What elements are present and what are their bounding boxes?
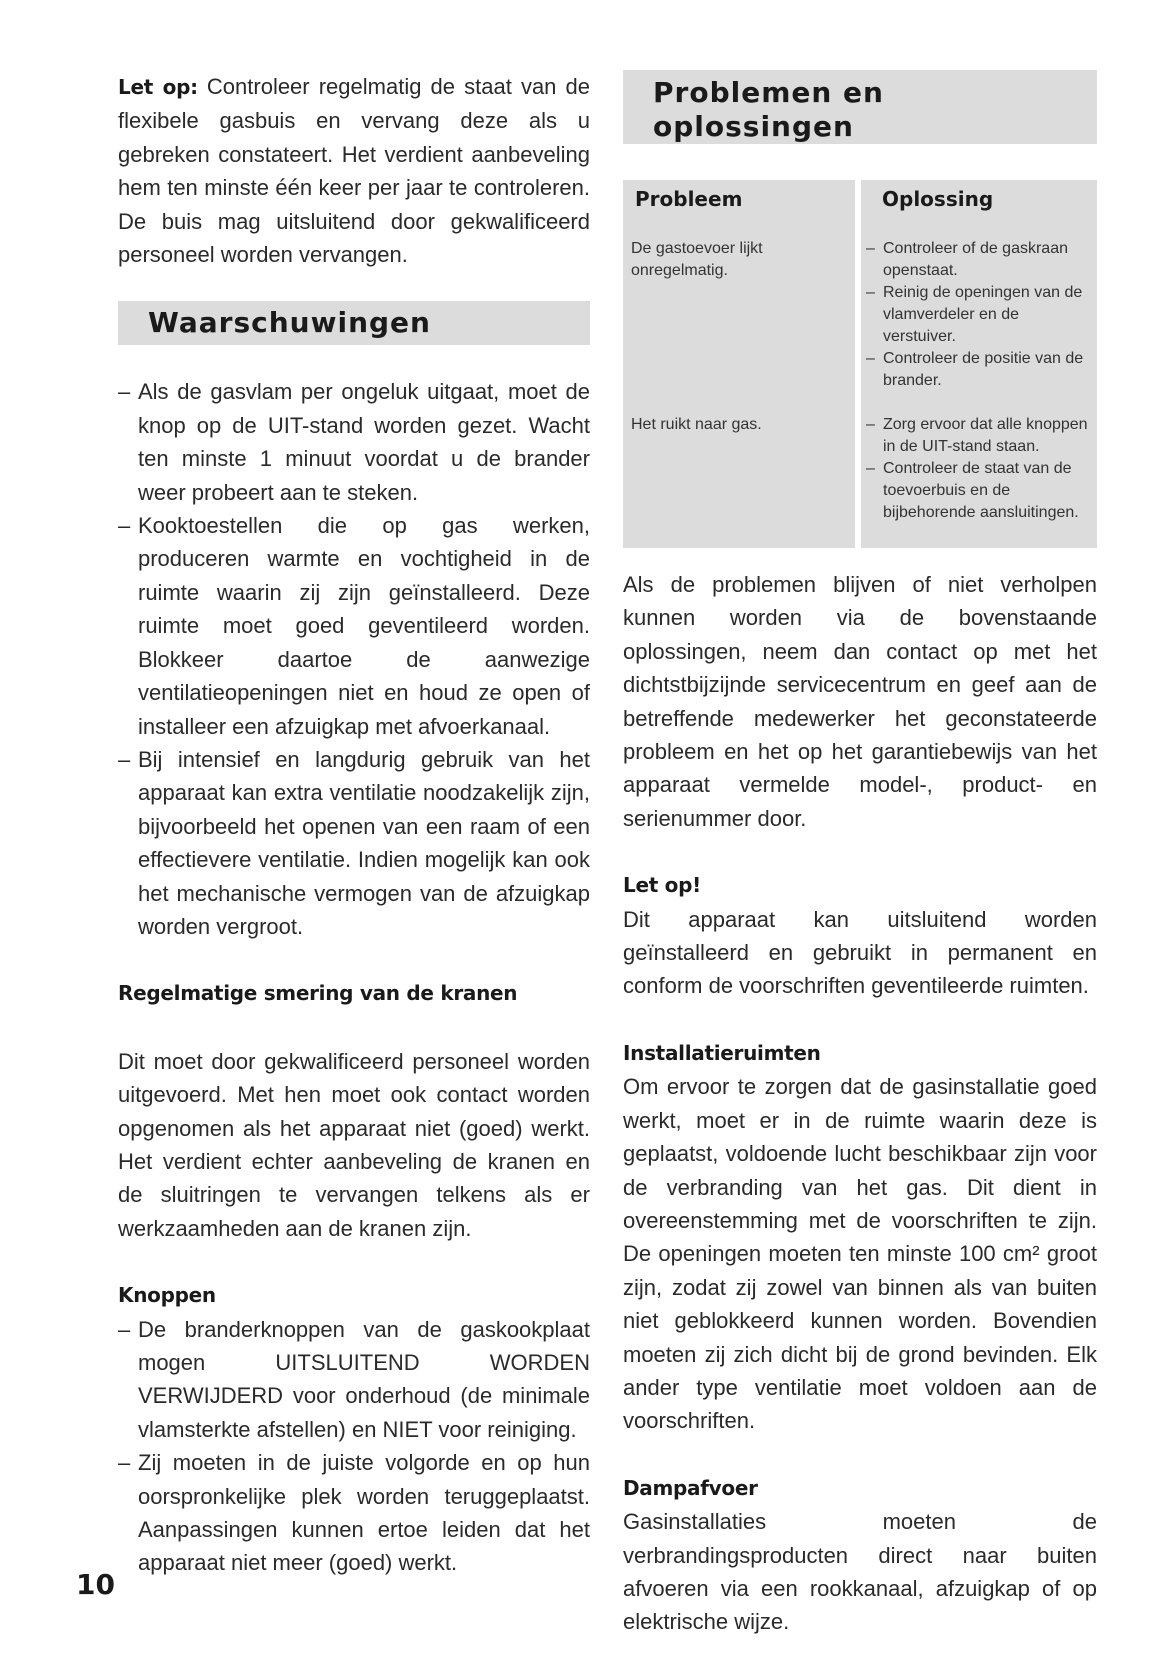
troubleshooting-table [623,180,1097,548]
attention-paragraph: Dit apparaat kan uitsluitend worden geïnstalleerd en gebruikt in permanent en conform de voorschriften geventileerde ruimten. [623,906,1097,999]
warnings-list [118,375,590,943]
lubrication-paragraph: Dit moet door gekwalificeerd personeel worden uitgevoerd. Met hen moet ook contact worden opgenomen als het apparaat niet (goed) werkt. Het verdient echter aanbeveling de kranen en de sluitringen te vervangen telkens als er werkzaamheden aan de kranen zijn. [118,1048,590,1241]
install-heading: Installatieruimten [623,1040,821,1065]
intro-label: Let op: [118,75,198,99]
solution-header: Oplossing [882,187,994,211]
left-column [118,70,590,1580]
list-item: – Zorg ervoor dat alle knoppen in de UIT-stand staan. [866,414,1093,458]
list-item: – Bij intensief en langdurig gebruik van het apparaat kan extra ventilatie noodzakelijk zijn, bijvoorbeeld het openen van een raam of een effectievere ventilatie. Indien mogelijk kan ook het mechanische vermogen van de afzuigkap worden vergroot. [118,743,590,943]
problem-header: Probleem [635,187,743,211]
lubrication-heading: Regelmatige smering van de kranen [118,981,518,1006]
table-cell: Het ruikt naar gas. [631,416,762,433]
page-number: 10 [76,1568,115,1601]
problems-heading [623,70,1097,144]
list-item: – Controleer of de gaskraan openstaat. [866,238,1093,282]
list-item: – De branderknoppen van de gaskookplaat mogen UITSLUITEND WORDEN VERWIJDERD voor onderhoud (de minimale vlamsterkte afstellen) en NIET voor reiniging. [118,1313,590,1447]
problem-column [623,180,855,548]
steam-paragraph: Gasinstallaties moeten de verbrandingsproducten direct naar buiten afvoeren via een rookkanaal, afzuigkap of op elektrische wijze. [623,1509,1097,1635]
list-item: – Reinig de openingen van de vlamverdeler en de verstuiver. [866,282,1093,348]
list-item: – Controleer de staat van de toevoerbuis en de bijbehorende aansluitingen. [866,458,1093,524]
right-column [623,70,1097,1639]
attention-heading: Let op! [623,873,701,898]
steam-heading: Dampafvoer [623,1475,758,1500]
intro-text: Controleer regelmatig de staat van de flexibele gasbuis en vervang deze als u gebreken constateert. Het verdient aanbeveling hem ten minste één keer per jaar te controleren. De buis mag uitsluitend door gekwalificeerd personeel worden vervangen. [118,74,590,268]
problems-heading-line2: oplossingen [653,110,854,143]
problems-heading-line1: Problemen en [653,76,884,109]
after-table-paragraph: Als de problemen blijven of niet verholpen kunnen worden via de bovenstaande oplossingen, neem dan contact op met het dichtstbijzijnde servicecentrum en geef aan de betreffende medewerker het geconstateerde probleem en het op het garantiebewijs van het apparaat vermelde model-, product- en serienummer door. [623,572,1097,831]
list-item: – Controleer de positie van de brander. [866,348,1093,392]
solution-list [866,414,1093,524]
install-paragraph: Om ervoor te zorgen dat de gasinstallatie goed werkt, moet er in de ruimte waarin deze is geplaatst, voldoende lucht beschikbaar zijn voor de verbranding van het gas. Dit dient in overeenstemming met de voorschriften te zijn. De openingen moeten ten minste 100 cm² groot zijn, zodat zij zowel van binnen als van buiten niet geblokkeerd kunnen worden. Bovendien moeten zij zich dicht bij de grond bevinden. Elk ander type ventilatie moet voldoen aan de voorschriften. [623,1074,1097,1434]
list-item: – Als de gasvlam per ongeluk uitgaat, moet de knop op de UIT-stand worden gezet. Wacht ten minste 1 minuut voordat u de brander weer probeert aan te steken. [118,375,590,509]
warnings-heading: Waarschuwingen [118,301,590,345]
solution-list [866,238,1093,414]
knobs-list [118,1313,590,1580]
list-item: – Kooktoestellen die op gas werken, produceren warmte en vochtigheid in de ruimte waarin zij zijn geïnstalleerd. Deze ruimte moet goed geventileerd worden. Blokkeer daartoe de aanwezige ventilatieopeningen niet en houd ze open of installeer een afzuigkap met afvoerkanaal. [118,509,590,743]
list-item: – Zij moeten in de juiste volgorde en op hun oorspronkelijke plek worden teruggeplaatst. Aanpassingen kunnen ertoe leiden dat het apparaat niet meer (goed) werkt. [118,1446,590,1580]
solution-column [861,180,1097,548]
knobs-heading: Knoppen [118,1283,216,1308]
table-cell: De gastoevoer lijkt onregelmatig. [631,240,763,279]
intro-paragraph [118,70,590,271]
